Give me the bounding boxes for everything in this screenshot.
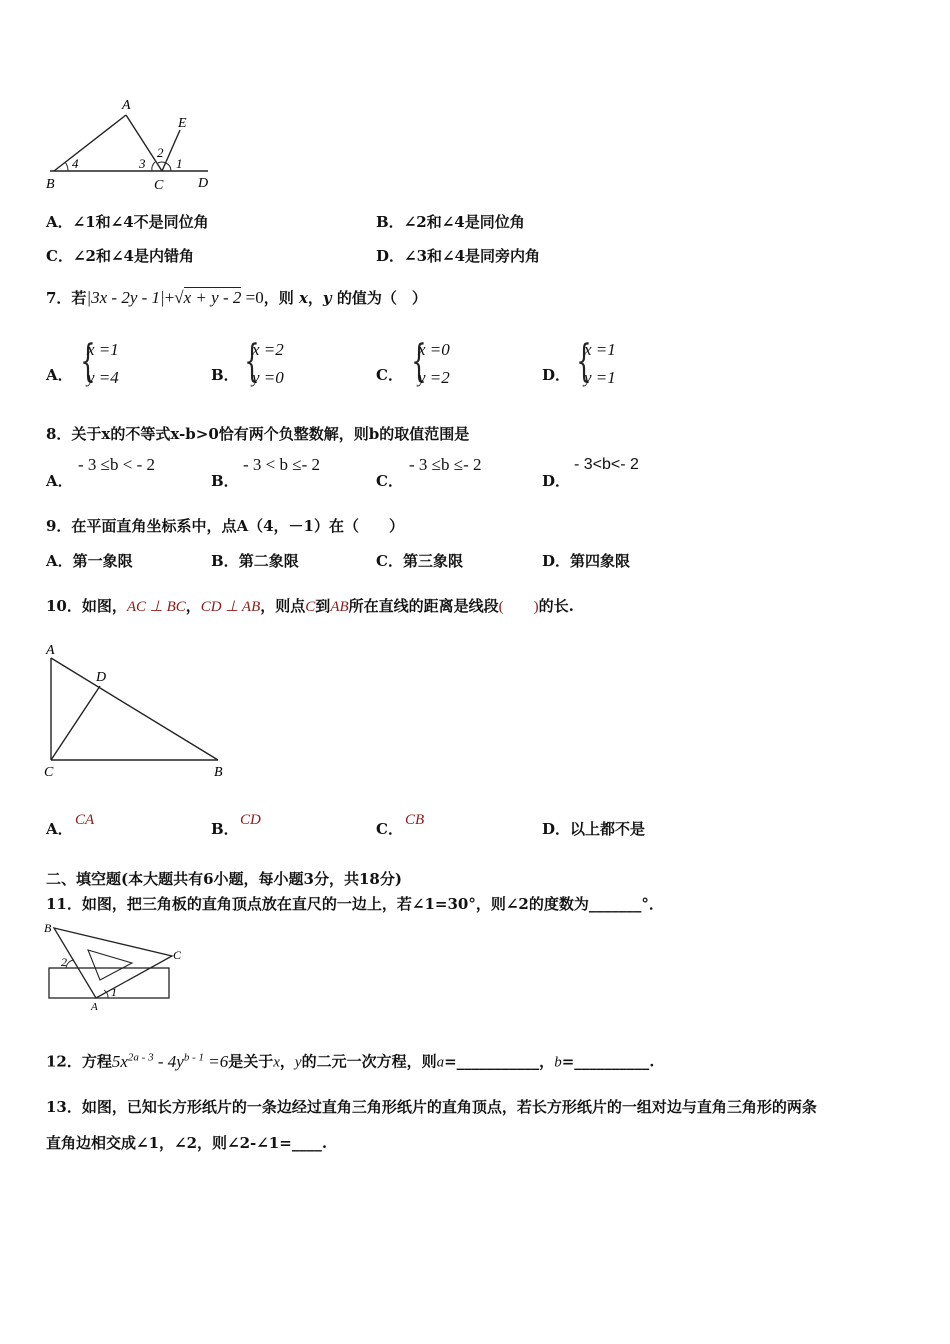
- fig-triangle-inner: [88, 950, 132, 980]
- q10-figure: [40, 640, 240, 785]
- q9-option-b: B．第二象限: [211, 552, 299, 570]
- q6-option-a: A．∠1和∠4不是同位角: [46, 213, 209, 231]
- fig-line-cd: [51, 686, 100, 760]
- fig-label-d: D: [96, 670, 107, 685]
- fig-arc-4: [65, 162, 68, 171]
- fig-label-4: 4: [72, 156, 79, 171]
- fig-label-2: 2: [157, 145, 164, 160]
- q10-option-d: D．以上都不是: [542, 820, 646, 838]
- section-title: 二、填空题(本大题共有6小题，每小题3分，共18分): [46, 870, 402, 888]
- q7-abs-expr: |3x - 2y - 1|: [86, 288, 165, 307]
- q9-option-d: D．第四象限: [542, 552, 631, 570]
- fig-label-d: D: [198, 176, 209, 191]
- fig-label-c: C: [154, 178, 164, 193]
- fig-arc-2: [66, 960, 74, 968]
- q6-figure: [40, 95, 220, 195]
- fig-label-a: A: [122, 98, 131, 113]
- fig-label-a: A: [91, 1001, 98, 1013]
- fig-arc-3: [152, 162, 155, 171]
- q10-stem: 10．如图，AC ⊥ BC，CD ⊥ AB，则点C到AB所在直线的距离是线段( )的长.: [46, 597, 574, 615]
- q12-a-blank: =___________，: [444, 1052, 555, 1071]
- q6-option-c: C．∠2和∠4是内错角: [46, 247, 194, 265]
- fig-ruler: [49, 968, 169, 998]
- q7-sqrt-expr: x + y - 2: [183, 288, 242, 307]
- fig-label-c: C: [173, 948, 182, 962]
- q13-line-1: 13．如图，已知长方形纸片的一条边经过直角三角形纸片的直角顶点，若长方形纸片的一组对边与直角三角形的两条: [46, 1098, 817, 1116]
- q12-b-blank: =__________.: [561, 1052, 655, 1071]
- fig-label-b: B: [44, 921, 52, 935]
- q8-stem: 8．关于x的不等式x-b>0恰有两个负整数解，则b的取值范围是: [46, 425, 470, 443]
- q11-stem: 11．如图，把三角板的直角顶点放在直尺的一边上，若∠1=30°，则∠2的度数为_______°．: [46, 895, 664, 913]
- q9-stem: 9．在平面直角坐标系中，点A（4，－1）在（ ）: [46, 517, 404, 535]
- q13-line-2: 直角边相交成∠1，∠2，则∠2-∠1=____.: [46, 1134, 328, 1152]
- q9-option-a: A．第一象限: [46, 552, 133, 570]
- fig-line-ab: [51, 658, 218, 760]
- q11-figure: [40, 918, 190, 1014]
- fig-label-2: 2: [61, 955, 67, 969]
- fig-line-ba: [54, 115, 126, 171]
- fig-label-1: 1: [111, 985, 117, 999]
- q12-stem: 12．方程$5x^{2a - 3} - 4y^{b - 1} =6$是关于x，y的二元一次方程，则a=___________，b=__________.: [46, 1051, 655, 1071]
- fig-arc-2: [158, 162, 166, 163]
- fig-label-c: C: [44, 765, 54, 780]
- fig-label-1: 1: [176, 156, 183, 171]
- q12-equation: $5x^{2a - 3} - 4y^{b - 1} =6$: [111, 1051, 229, 1071]
- fig-label-3: 3: [139, 156, 146, 171]
- fig-label-a: A: [46, 643, 55, 658]
- q6-option-d: D．∠3和∠4是同旁内角: [376, 247, 541, 265]
- q9-option-c: C．第三象限: [376, 552, 463, 570]
- fig-arc-1: [166, 163, 171, 171]
- q6-option-b: B．∠2和∠4是同位角: [376, 213, 525, 231]
- q7-stem: 7．若|3x - 2y - 1|+√x + y - 2 =0，则 x，y 的值为（ ）: [46, 288, 427, 307]
- fig-label-b: B: [46, 177, 55, 192]
- fig-label-e: E: [178, 116, 187, 131]
- fig-label-b: B: [214, 765, 223, 780]
